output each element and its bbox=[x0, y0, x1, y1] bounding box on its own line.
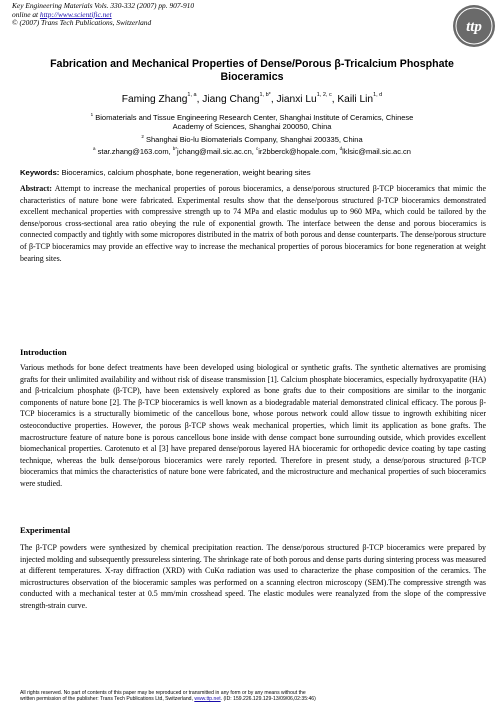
author-name: Jiang Chang bbox=[202, 94, 260, 105]
ttp-logo bbox=[452, 4, 496, 48]
keywords bbox=[20, 168, 486, 177]
ttp-link[interactable]: www.ttp.net bbox=[194, 696, 221, 703]
author-list: Faming Zhang$^{1, a}$, Jiang Chang$^{1, b*}$, Jianxi Lu$^{1, 2, c}$, Kaili Lin$^{1, d}$ bbox=[121, 92, 383, 105]
paper-title: Fabrication and Mechanical Properties of Dense/Porous β-Tricalcium Phosphate Bioceramics bbox=[50, 58, 454, 83]
experimental-heading: Experimental bbox=[20, 525, 71, 535]
affiliations bbox=[20, 110, 484, 157]
affiliation-2: $^2$ Shanghai Bio-lu Biomaterials Company, Shanghai 200335, China bbox=[141, 133, 363, 144]
affiliation-1-cont: Academy of Sciences, Shanghai 200050, China bbox=[172, 122, 332, 132]
email-b[interactable]: jchang@mail.sic.ac.cn, bbox=[177, 147, 256, 157]
email-c[interactable]: ir2bberck@hopale.com, bbox=[258, 147, 340, 157]
author-name: Jianxi Lu bbox=[276, 94, 317, 105]
abstract-label: Abstract: bbox=[20, 184, 52, 193]
experimental-text: The β-TCP powders were synthesized by chemical precipitation reaction. The dense/porous structured β-TCP bioceramics were prepared by injected molding and subsequently pressureless sintering. The shrinkage rate of both porous and dense parts during sintering process was measured at different temperatures. X-ray diffraction (XRD) with CuKα radiation was used to characterize the phase composition of the ceramics. The microstructures observation of the bioceramic samples was performed on a scanning electron microscopy (SEM).The compressive strength was conducted with a mechanical tester at 0.5 mm/min crosshead speed. The elastic modules were reanalyzed from the slope of the compressive strength-strain curve. bbox=[20, 543, 486, 610]
scientific-net-link[interactable]: http://www.scientific.net bbox=[39, 9, 112, 19]
keywords-text: Bioceramics, calcium phosphate, bone regeneration, weight bearing sites bbox=[59, 168, 311, 177]
email-line: $^a$ star.zhang@163.com, $^{b*}$jchang@mail.sic.ac.cn, $^c$ir2bberck@hopale.com, $^d$lklsic@mail.sic.ac.cn bbox=[93, 146, 411, 157]
footer-line-2: written permission of the publisher: Trans Tech Publications Ltd, Switzerland, www.ttp.net. (ID: 159.226.129.129-13/09/06,02:35:46) bbox=[20, 696, 316, 703]
ttp-logo-text: ttp bbox=[466, 19, 482, 35]
online-line: online at http://www.scientific.net bbox=[12, 9, 112, 19]
author-name: Faming Zhang bbox=[121, 94, 188, 105]
introduction-heading: Introduction bbox=[20, 347, 67, 357]
author-sup: 1, a bbox=[187, 92, 197, 98]
author-sup: 1, b* bbox=[259, 92, 271, 98]
journal-citation: Key Engineering Materials Vols. 330-332 (2007) pp. 907-910 bbox=[12, 1, 195, 10]
author-sup: 1, d bbox=[373, 92, 383, 98]
abstract-text: Attempt to increase the mechanical properties of porous bioceramics, a dense/porous structured β-TCP bioceramics that mimic the characteristics of nature bone were fabricated. Experimental results show that the dense/porous structured β-TCP bioceramics demonstrated excellent mechanical properties with compressive strength up to 74 MPa and elastic modulus up to 960 MPa, which could be tailored by the dense/porous cross-sectional area ratio obeying the rule of exponential growth. The interface between the dense and porous bioceramics is connected compactly and tightly with some micropores distributed in the matrix of both porous and dense counterparts. The dense/porous structure of β-TCP bioceramics may provide an effective way to increase the mechanical properties of porous bioceramics for bone regeneration at weight bearing sites. bbox=[20, 184, 486, 263]
affiliation-1: $^1$ Biomaterials and Tissue Engineering Research Center, Shanghai Institute of Ceramics, Chinese bbox=[90, 112, 414, 122]
footer-line-1: All rights reserved. No part of contents of this paper may be reproduced or transmitted in any form or by any means without the bbox=[20, 690, 306, 696]
keywords-label: Keywords: bbox=[20, 168, 60, 177]
copyright-line: © (2007) Trans Tech Publications, Switzerland bbox=[12, 18, 152, 28]
copyright-footer bbox=[20, 690, 486, 703]
introduction-text: Various methods for bone defect treatments have been developed using biological or synthetic grafts. The synthetic alternatives are promising grafts for their unlimited availability and without risk of disease transmission [1]. Calcium phosphate bioceramics, especially hydroxyapatite (HA) and β-tricalcium phosphate (β-TCP), have been extensively explored as bone grafts due to their compositions are similar to the inorganic components of nature bone [2]. The β-TCP bioceramics is well known as a biodegradable material demonstrated clinical efficacy. The porous β-TCP bioceramics is a structurally biomimetic of the cancellous bone, whose porous network could allow tissue to ingrowth exhibiting nicer osteoconductive properties. However, the porous β-TCP shows weak mechanical properties, which limit its application as bone grafts. The macrostructure feature of nature bone is porous cancellous bone inside with dense compact bone surrounding outside, which provides excellent biomechanical properties. Carotenuto et al [3] have prepared dense/porous layered HA bioceramic for orthopedic device coating by tape casting technique, whereas the bulk dense/porous bioceramics were rarely reported. Therefore in present study, a dense/porous structured β-TCP bioceramics that mimics the characteristics of nature bone were fabricated, and the microstructure and mechanical properties of such bioceramics were studied. bbox=[20, 363, 486, 488]
journal-header bbox=[12, 2, 194, 28]
author-sup: 1, 2, c bbox=[316, 92, 332, 98]
author-name: Kaili Lin bbox=[337, 94, 374, 105]
email-d[interactable]: lklsic@mail.sic.ac.cn bbox=[342, 147, 411, 157]
email-a[interactable]: star.zhang@163.com, bbox=[97, 147, 173, 157]
abstract bbox=[20, 183, 486, 264]
